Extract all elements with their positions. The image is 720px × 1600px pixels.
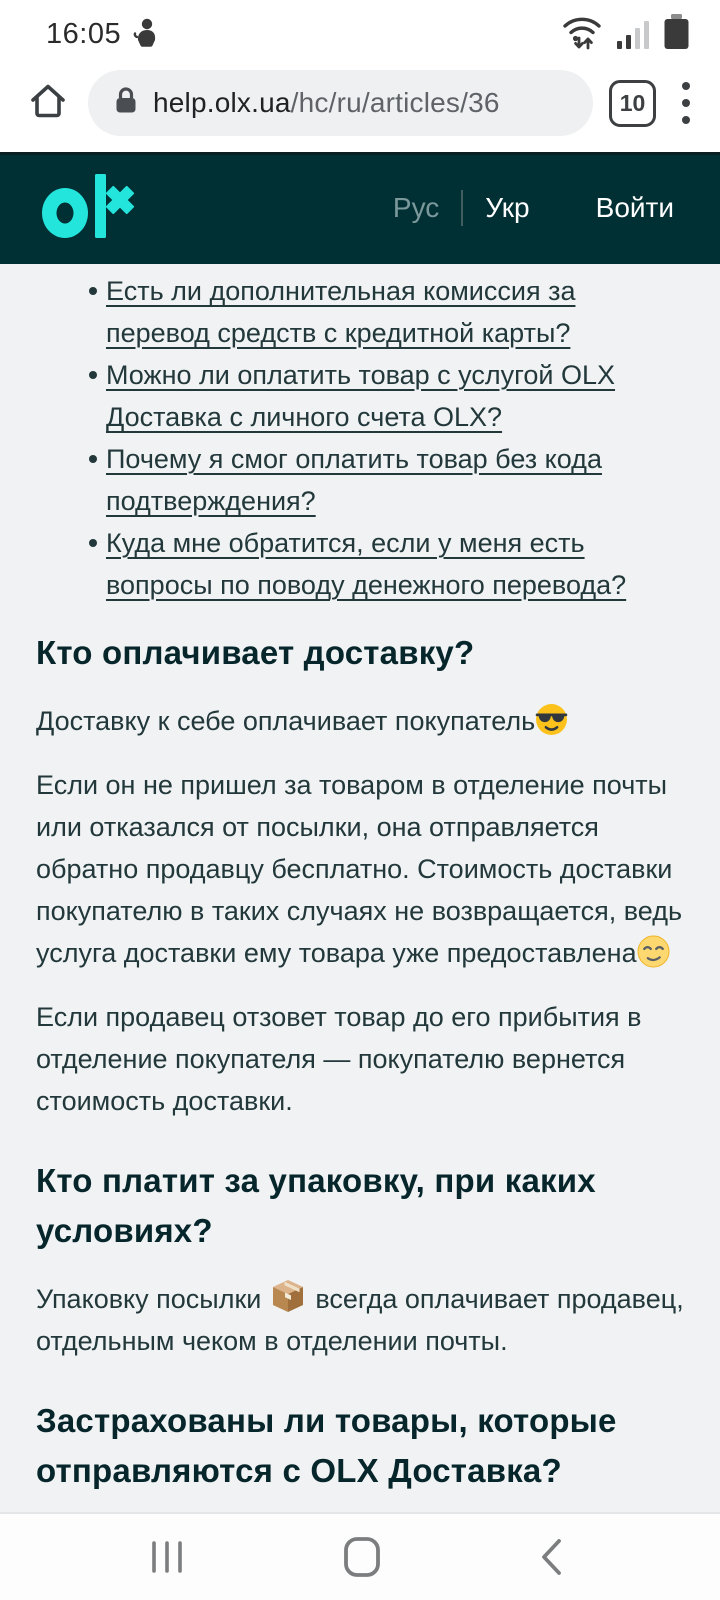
url-path: /hc/ru/articles/36	[290, 87, 500, 118]
lang-switch-ukr[interactable]: Укр	[485, 192, 530, 223]
system-nav-bar	[0, 1512, 720, 1600]
list-item	[106, 270, 684, 354]
toc-link-money-transfer-questions[interactable]: Куда мне обратится, если у меня есть вопросы по поводу денежного перевода?	[106, 528, 627, 600]
back-button[interactable]	[528, 1528, 574, 1586]
clock: 16:05	[46, 17, 122, 50]
status-bar	[0, 0, 720, 62]
header-actions	[393, 190, 674, 226]
section-heading-who-pays-delivery: Кто оплачивает доставку?	[36, 634, 475, 671]
home-nav-button[interactable]	[334, 1528, 390, 1586]
toc-link-no-confirmation-code[interactable]: Почему я смог оплатить товар без кода подтверждения?	[106, 444, 602, 516]
signal-icon	[616, 17, 650, 56]
article-content	[0, 264, 720, 1512]
recents-button[interactable]	[140, 1531, 196, 1583]
section-heading-who-pays-packaging: Кто платит за упаковку, при каких условиях?	[36, 1162, 596, 1249]
toc-link-commission[interactable]: Есть ли дополнительная комиссия за перевод средств с кредитной карты?	[106, 276, 576, 348]
browser-toolbar	[0, 62, 720, 152]
battery-icon	[663, 13, 690, 56]
lang-divider	[461, 190, 463, 226]
package-emoji	[270, 1278, 306, 1314]
login-link[interactable]: Войти	[595, 192, 674, 223]
list-item	[106, 522, 684, 606]
address-bar[interactable]	[88, 70, 593, 136]
smirk-emoji	[637, 935, 670, 968]
olx-logo[interactable]	[40, 173, 136, 244]
home-button[interactable]	[24, 77, 72, 130]
site-header	[0, 152, 720, 264]
wifi-icon	[561, 13, 603, 56]
toc-link-pay-from-olx-account[interactable]: Можно ли оплатить товар с услугой OLX Доставка с личного счета OLX?	[106, 360, 616, 432]
related-questions-list	[36, 270, 684, 606]
paragraph-seller-recall: Если продавец отзовет товар до его прибытия в отделение покупателя — покупателю вернется стоимость доставки.	[36, 1002, 642, 1116]
status-right	[561, 13, 690, 56]
notification-person-icon	[133, 17, 159, 52]
list-item	[106, 438, 684, 522]
sunglasses-emoji	[535, 703, 568, 736]
browser-menu-button[interactable]	[672, 76, 700, 130]
paragraph-packaging: Упаковку посылки всегда оплачивает продавец, отдельным чеком в отделении почты.	[36, 1278, 684, 1362]
url-text	[153, 87, 500, 119]
lock-icon	[114, 86, 138, 121]
lang-switch-rus[interactable]: Рус	[392, 192, 440, 223]
list-item	[106, 354, 684, 438]
paragraph-return-rules: Если он не пришел за товаром в отделение почты или отказался от посылки, она отправляется обратно продавцу бесплатно. Стоимость доставки покупателю в таких случаях не возвращается, ведь услуга доставки ему товара уже предоставлена	[36, 770, 683, 968]
section-heading-insurance: Застрахованы ли товары, которые отправляются с OLX Доставка?	[36, 1402, 617, 1489]
tab-switcher-button[interactable]: 10	[609, 80, 656, 127]
status-left	[46, 17, 159, 52]
url-host: help.olx.ua	[153, 87, 291, 118]
paragraph-buyer-pays: Доставку к себе оплачивает покупатель	[36, 700, 684, 742]
